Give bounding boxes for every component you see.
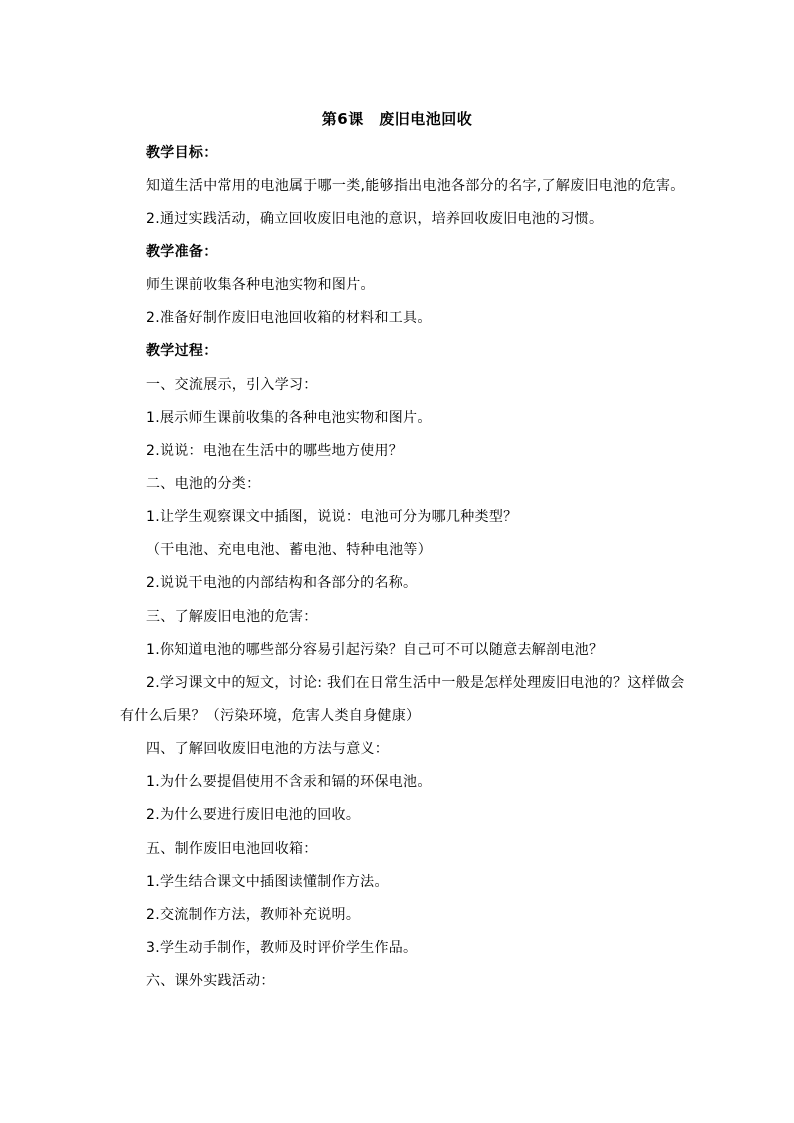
heading-teaching-goals: 教学目标：	[146, 145, 218, 161]
section-4-title: 四、了解回收废旧电池的方法与意义：	[146, 741, 390, 757]
section-2-item-1: 1.让学生观察课文中插图，说说：电池可分为哪几种类型？	[146, 509, 518, 525]
section-2-title: 二、电池的分类：	[146, 476, 261, 492]
section-3-item-1: 1.你知道电池的哪些部分容易引起污染？自己可不可以随意去解剖电池？	[146, 642, 604, 658]
section-5-title: 五、制作废旧电池回收箱：	[146, 841, 318, 857]
section-2-item-2: 2.说说干电池的内部结构和各部分的名称。	[146, 575, 418, 591]
section-3-item-2-continued: 有什么后果？（污染环境，危害人类自身健康）	[120, 708, 421, 724]
section-1-item-1: 1.展示师生课前收集的各种电池实物和图片。	[146, 410, 432, 426]
section-1-item-2: 2.说说：电池在生活中的哪些地方使用？	[146, 443, 404, 459]
section-4-item-2: 2.为什么要进行废旧电池的回收。	[146, 807, 361, 823]
lesson-title: 第6课 废旧电池回收	[321, 110, 473, 128]
section-3-title: 三、了解废旧电池的危害：	[146, 609, 318, 625]
heading-teaching-preparation: 教学准备：	[146, 244, 218, 260]
section-4-item-1: 1.为什么要提倡使用不含汞和镉的环保电池。	[146, 774, 432, 790]
section-5-item-2: 2.交流制作方法，教师补充说明。	[146, 907, 361, 923]
section-1-title: 一、交流展示，引入学习：	[146, 377, 318, 393]
section-5-item-3: 3.学生动手制作，教师及时评价学生作品。	[146, 940, 418, 956]
prep-line-2: 2.准备好制作废旧电池回收箱的材料和工具。	[146, 310, 432, 326]
section-6-title: 六、课外实践活动：	[146, 973, 275, 989]
section-5-item-1: 1.学生结合课文中插图读懂制作方法。	[146, 874, 389, 890]
section-2-note: （干电池、充电电池、蓄电池、特种电池等）	[146, 542, 432, 558]
prep-line-1: 师生课前收集各种电池实物和图片。	[146, 277, 375, 293]
goal-line-1: 知道生活中常用的电池属于哪一类,能够指出电池各部分的名字,了解废旧电池的危害。	[146, 178, 685, 194]
heading-teaching-process: 教学过程：	[146, 343, 218, 359]
goal-line-2: 2.通过实践活动，确立回收废旧电池的意识，培养回收废旧电池的习惯。	[146, 211, 604, 227]
section-3-item-2: 2.学习课文中的短文，讨论: 我们在日常生活中一般是怎样处理废旧电池的？这样做会	[146, 675, 685, 691]
